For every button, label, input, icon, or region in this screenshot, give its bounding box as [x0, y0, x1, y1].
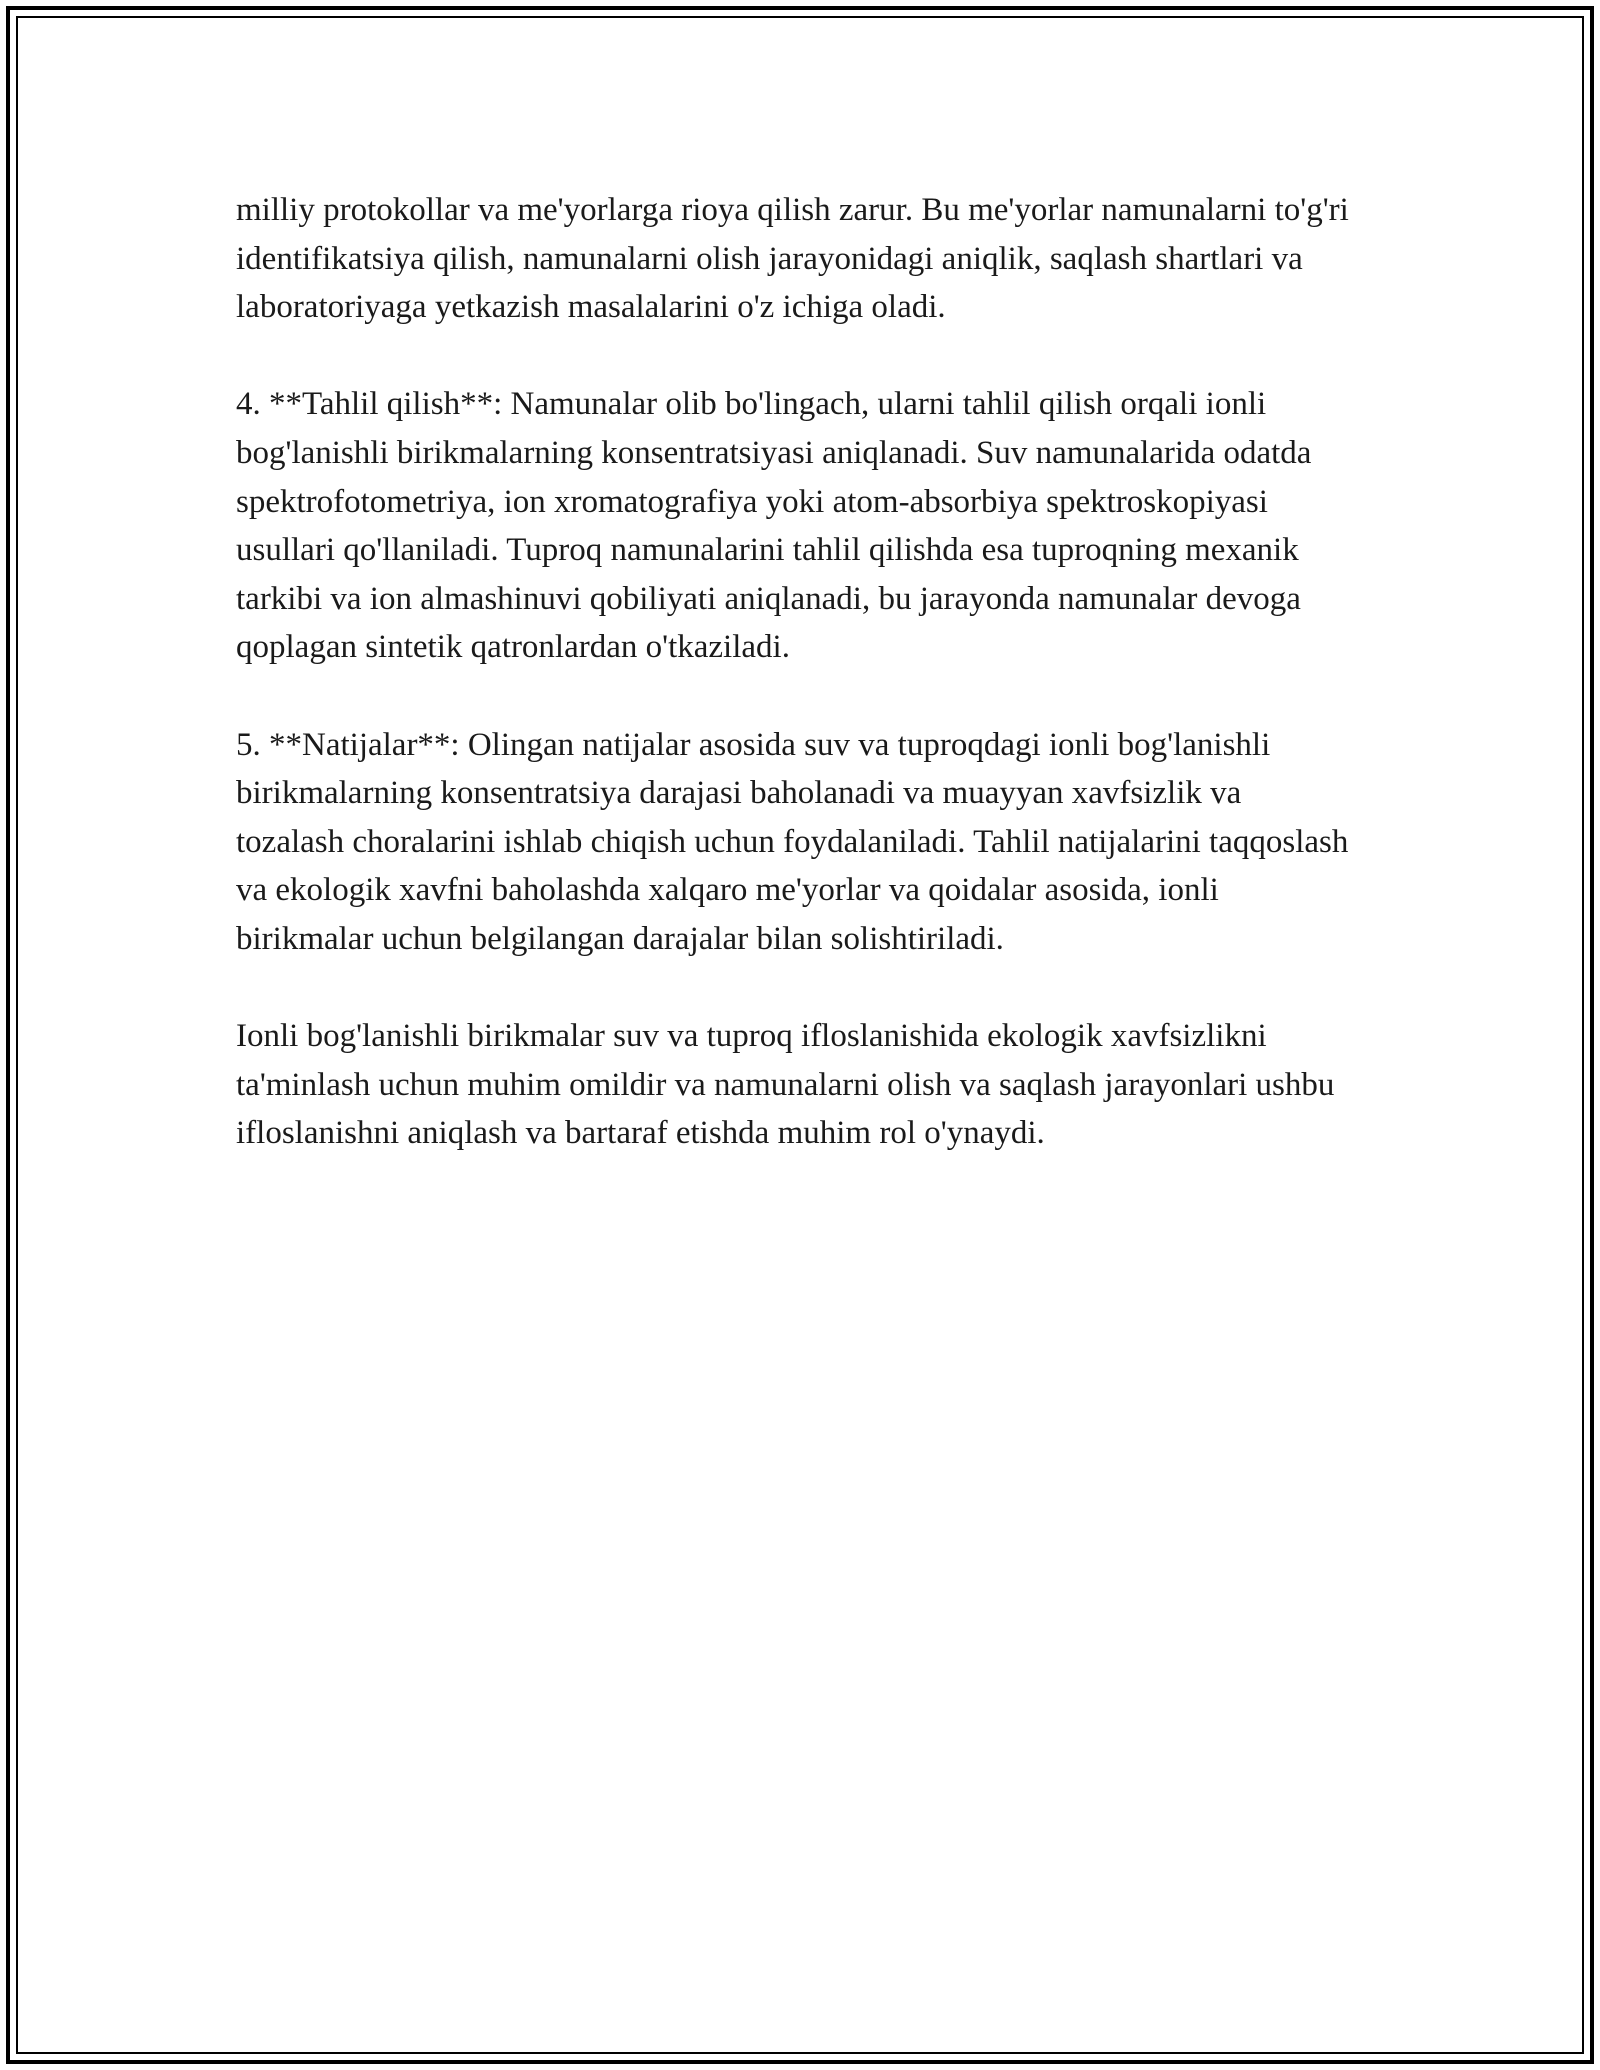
- paragraph-natijalar: 5. **Natijalar**: Olingan natijalar asosida suv va tuproqdagi ionli bog'lanishli birikmalarning konsentratsiya darajasi baholanadi va muayyan xavfsizlik va tozalash choralarini ishlab chiqish uchun foydalaniladi. Tahlil natijalarini taqqoslash va ekologik xavfni baholashda xalqaro me'yorlar va qoidalar asosida, ionli birikmalar uchun belgilangan darajalar bilan solishtiriladi.: [236, 726, 1349, 957]
- document-body: [236, 186, 1356, 1206]
- paragraph-tahlil-qilish: 4. **Tahlil qilish**: Namunalar olib bo'lingach, ularni tahlil qilish orqali ionli bog'lanishli birikmalarning konsentratsiyasi aniqlanadi. Suv namunalarida odatda spektrofotometriya, ion xromatografiya yoki atom-absorbiya spektroskopiyasi usullari qo'llaniladi. Tuproq namunalarini tahlil qilishda esa tuproqning mexanik tarkibi va ion almashinuvi qobiliyati aniqlanadi, bu jarayonda namunalar devoga qoplagan sintetik qatronlardan o'tkaziladi.: [236, 386, 1312, 666]
- paragraph-continuation: milliy protokollar va me'yorlarga rioya qilish zarur. Bu me'yorlar namunalarni to'g'ri identifikatsiya qilish, namunalarni olish jarayonidagi aniqlik, saqlash shartlari va laboratoriyaga yetkazish masalalarini o'z ichiga oladi.: [236, 192, 1349, 326]
- paragraph-conclusion: Ionli bog'lanishli birikmalar suv va tuproq ifloslanishida ekologik xavfsizlikni ta'minlash uchun muhim omildir va namunalarni olish va saqlash jarayonlari ushbu ifloslanishni aniqlash va bartaraf etishda muhim rol o'ynaydi.: [236, 1018, 1335, 1152]
